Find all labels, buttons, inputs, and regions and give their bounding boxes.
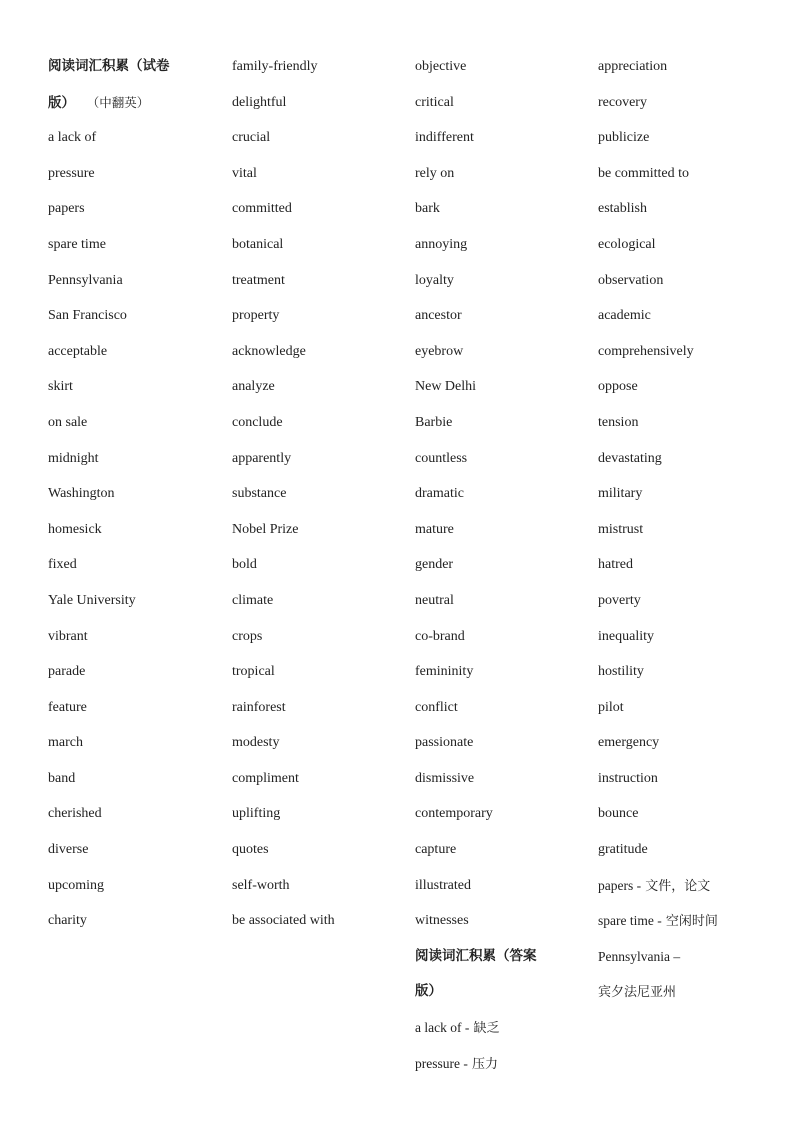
vocab-word: Nobel Prize [232, 521, 299, 537]
vocab-word: bold [232, 557, 257, 573]
vocab-word: quotes [232, 842, 269, 858]
vocab-word: critical [415, 94, 454, 110]
vocab-word: bounce [598, 806, 639, 822]
vocab-word: vibrant [48, 628, 88, 644]
col1-word-list [48, 120, 218, 939]
answer-chinese: 缺乏 [469, 1021, 500, 1037]
vocab-word: passionate [415, 735, 474, 751]
vocab-word: dramatic [415, 486, 464, 502]
vocab-word: family-friendly [232, 59, 318, 74]
vocab-word: military [598, 486, 643, 502]
vocab-word: Pennsylvania [48, 272, 123, 288]
vocab-word: loyalty [415, 272, 454, 288]
vocab-word: annoying [415, 236, 468, 252]
vocab-word: papers [48, 201, 85, 217]
vocab-word: conclude [232, 414, 283, 430]
vocab-word: feature [48, 699, 87, 715]
vocab-word: gender [415, 557, 454, 573]
vocab-word: delightful [232, 94, 287, 110]
vocab-word: capture [415, 842, 457, 858]
answer-english: Pennsylvania – [598, 948, 681, 964]
vocab-word: Yale University [48, 592, 136, 608]
answer-entry [415, 1010, 585, 1046]
vocab-word: compliment [232, 770, 299, 786]
vocab-word: ecological [598, 236, 656, 252]
vocab-word: analyze [232, 379, 275, 395]
vocab-word: comprehensively [598, 343, 694, 359]
vocab-word: instruction [598, 770, 658, 786]
vocab-word: a lack of [48, 130, 97, 146]
vocab-word: objective [415, 59, 467, 74]
vocab-word: uplifting [232, 806, 281, 822]
answer-entry [598, 868, 768, 904]
answer-title-line2: 版） [415, 983, 442, 1000]
vocab-word: mistrust [598, 521, 644, 537]
vocab-word: parade [48, 664, 86, 680]
vocab-word: march [48, 735, 83, 751]
answer-chinese: 空闲时间 [661, 914, 718, 930]
vocab-word: mature [415, 521, 454, 537]
test-title-line1: 阅读词汇积累（试卷 [48, 58, 170, 74]
vocab-word: charity [48, 913, 87, 929]
column-3 [415, 49, 585, 1081]
column-4 [598, 49, 768, 1010]
vocab-word: property [232, 308, 280, 324]
col4-answer-list [598, 868, 768, 1010]
vocab-word: establish [598, 201, 647, 217]
test-title-line2-row [48, 85, 218, 121]
vocab-word: homesick [48, 521, 102, 537]
vocab-word: spare time [48, 236, 106, 252]
vocab-word: indifferent [415, 130, 474, 146]
vocab-word: hatred [598, 557, 633, 573]
vocab-word: substance [232, 486, 287, 502]
answer-english: a lack of - [415, 1020, 470, 1036]
vocab-word: hostility [598, 664, 644, 680]
answer-chinese: 文件，论文 [641, 878, 711, 894]
vocab-word: conflict [415, 699, 458, 715]
answer-chinese: 压力 [467, 1056, 498, 1072]
vocab-word: neutral [415, 592, 454, 608]
vocab-word: midnight [48, 450, 99, 466]
vocab-word: eyebrow [415, 343, 464, 359]
vocab-word: skirt [48, 379, 73, 395]
vocab-word: committed [232, 201, 292, 217]
vocab-word: illustrated [415, 877, 471, 893]
answer-entry [415, 1046, 585, 1082]
vocab-word: New Delhi [415, 379, 477, 395]
vocab-word: upcoming [48, 877, 104, 893]
vocab-word: rainforest [232, 699, 286, 715]
vocab-word: dismissive [415, 770, 475, 786]
vocab-word: acknowledge [232, 343, 306, 359]
vocab-word: Barbie [415, 414, 453, 430]
vocab-word: crops [232, 628, 263, 644]
column-1 [48, 49, 218, 939]
vocab-word: self-worth [232, 877, 290, 893]
vocab-word: contemporary [415, 806, 493, 822]
vocab-word: oppose [598, 379, 638, 395]
answer-english: spare time - [598, 913, 662, 929]
vocab-word: diverse [48, 842, 89, 858]
vocab-word: academic [598, 308, 651, 324]
vocab-word: recovery [598, 94, 647, 110]
column-2 [232, 49, 402, 939]
answer-entry [598, 939, 768, 975]
vocab-word: fixed [48, 557, 77, 573]
vocab-word: apparently [232, 450, 292, 466]
answer-english: pressure - [415, 1055, 468, 1071]
answer-english: papers - [598, 877, 642, 893]
test-title-line2: 版） [48, 94, 75, 111]
vocab-word: acceptable [48, 343, 108, 359]
vocab-word: climate [232, 592, 274, 608]
vocab-word: poverty [598, 592, 641, 608]
vocab-word: pilot [598, 699, 624, 715]
vocab-word: devastating [598, 450, 662, 466]
vocab-word: inequality [598, 628, 654, 644]
vocab-word: rely on [415, 165, 455, 181]
col3-word-list [415, 49, 585, 939]
vocab-word: appreciation [598, 59, 668, 74]
vocab-word: observation [598, 272, 664, 288]
vocab-word: treatment [232, 272, 285, 288]
vocab-word: cherished [48, 806, 102, 822]
vocab-word: publicize [598, 130, 650, 146]
vocab-word: gratitude [598, 842, 648, 858]
vocab-word: tropical [232, 664, 275, 680]
vocab-word: femininity [415, 664, 474, 680]
answer-entry [598, 903, 768, 939]
answer-title-line1: 阅读词汇积累（答案 [415, 947, 537, 964]
vocab-word: be associated with [232, 913, 335, 929]
vocab-word: emergency [598, 735, 660, 751]
vocab-word: on sale [48, 414, 88, 430]
vocab-word: modesty [232, 735, 280, 751]
vocab-word: be committed to [598, 165, 689, 181]
col3-answer-list [415, 1010, 585, 1081]
vocab-word: San Francisco [48, 308, 127, 324]
vocab-word: tension [598, 414, 639, 430]
vocab-word: countless [415, 450, 468, 466]
vocab-word: ancestor [415, 308, 462, 324]
test-subtitle: （中翻英） [93, 94, 150, 110]
answer-entry [598, 974, 768, 1010]
vocab-word: vital [232, 165, 257, 181]
vocab-word: Washington [48, 486, 115, 502]
vocab-word: co-brand [415, 628, 465, 644]
col2-word-list [232, 49, 402, 939]
col4-word-list [598, 49, 768, 868]
vocab-word: band [48, 770, 76, 786]
vocab-word: crucial [232, 130, 271, 146]
answer-chinese: 宾夕法尼亚州 [598, 985, 677, 1001]
vocab-word: pressure [48, 165, 95, 181]
vocab-word: bark [415, 201, 440, 217]
vocab-word: botanical [232, 236, 284, 252]
vocab-word: witnesses [415, 913, 469, 929]
